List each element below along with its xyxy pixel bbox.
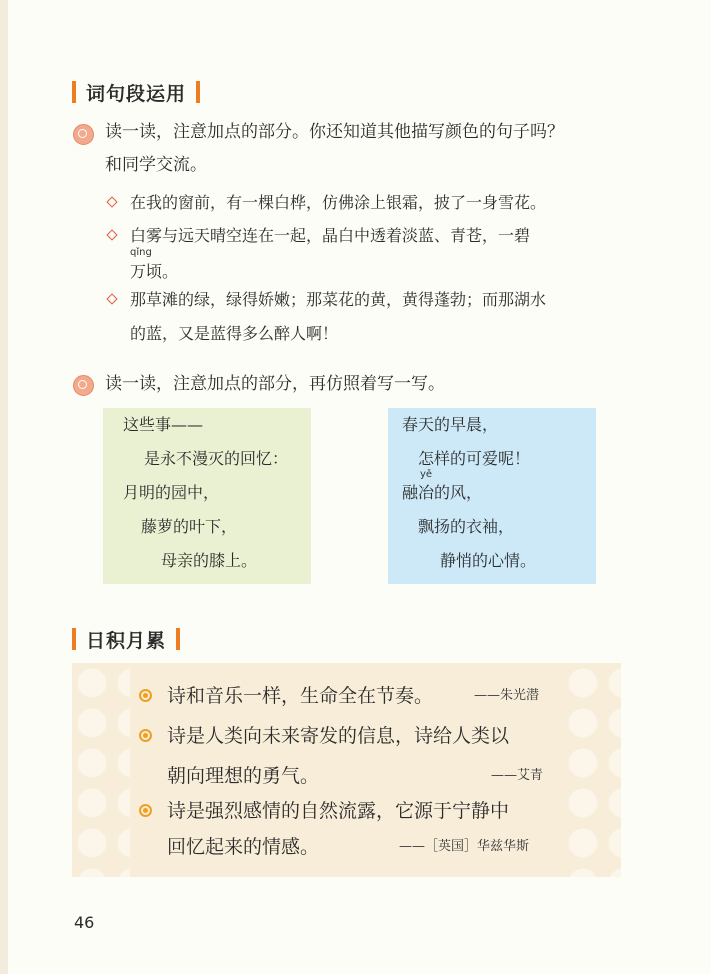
section-heading-ci-ju-duan <box>72 77 200 107</box>
poem-line: 这些事—— <box>123 415 204 434</box>
example-item-2 <box>105 220 645 284</box>
section-title: 词句段运用 <box>86 82 187 105</box>
diamond-bullet-icon <box>106 196 117 207</box>
poem-line: 怎样的可爱呢！ <box>418 449 531 468</box>
example-item-3 <box>105 284 645 348</box>
example-item-text-line2: 万顷。 <box>130 262 179 281</box>
motto-text-line2: 回忆起来的情感。 <box>167 836 320 858</box>
poem-line: 藤萝的叶下， <box>141 517 238 536</box>
poem-line: 飘扬的衣袖， <box>418 517 515 536</box>
example-item-text-line2: 的蓝，又是蓝得多么醉人啊！ <box>130 324 339 343</box>
diamond-bullet-icon <box>106 293 117 304</box>
double-circle-bullet-icon <box>139 729 152 742</box>
double-circle-bullet-icon <box>139 804 152 817</box>
exercise2-prompt: 读一读，注意加点的部分，再仿照着写一写。 <box>105 374 445 394</box>
section-title: 日积月累 <box>86 629 167 652</box>
poem-box-right <box>388 408 596 584</box>
exercise-icon <box>73 124 94 145</box>
motto-item-3 <box>139 791 569 871</box>
heading-bar-right <box>196 81 200 103</box>
heading-bar-right <box>176 628 180 650</box>
example-item-text: 那草滩的绿，绿得娇嫩；那菜花的黄，黄得蓬勃；而那湖水 <box>130 290 547 309</box>
example-item-text: 在我的窗前，有一棵白桦，仿佛涂上银霜，披了一身雪花。 <box>130 193 547 212</box>
example-item-1 <box>105 187 645 219</box>
diamond-bullet-icon <box>106 229 117 240</box>
motto-text-line2: 朝向理想的勇气。 <box>167 765 320 787</box>
poem-box-left <box>103 408 311 584</box>
pinyin-annotation: qǐng <box>130 247 152 258</box>
heading-bar-left <box>72 81 76 103</box>
exercise-icon <box>73 375 94 396</box>
exercise1-prompt-line1: 读一读，注意加点的部分。你还知道其他描写颜色的句子吗？ <box>105 122 564 142</box>
example-item-text: 白雾与远天晴空连在一起，晶白中透着淡蓝、青苍，一碧 <box>130 226 531 245</box>
exercise1-prompt-line2: 和同学交流。 <box>105 155 207 175</box>
pinyin-annotation: yě <box>420 469 433 480</box>
poem-line: 月明的园中， <box>123 483 220 502</box>
motto-author: ——［英国］华兹华斯 <box>399 839 530 854</box>
motto-text: 诗和音乐一样，生命全在节奏。 <box>167 685 434 707</box>
section-heading-ri-ji-yue-lei <box>72 624 180 654</box>
poem-line: 融冶的风， <box>402 483 483 502</box>
motto-author: ——朱光潜 <box>474 688 540 703</box>
motto-author: ——艾青 <box>491 768 544 783</box>
motto-panel <box>72 663 621 877</box>
page-edge <box>0 0 8 974</box>
decorative-pattern-right <box>563 663 621 877</box>
motto-text: 诗是人类向未来寄发的信息，诗给人类以 <box>167 725 510 747</box>
heading-bar-left <box>72 628 76 650</box>
poem-line: 春天的早晨， <box>402 415 499 434</box>
double-circle-bullet-icon <box>139 689 152 702</box>
motto-item-1 <box>139 676 569 716</box>
poem-line: 静悄的心情。 <box>440 551 537 570</box>
page-number: 46 <box>74 913 95 932</box>
motto-text: 诗是强烈感情的自然流露，它源于宁静中 <box>167 800 510 822</box>
decorative-pattern-left <box>72 663 130 877</box>
poem-line: 是永不漫灭的回忆： <box>144 449 289 468</box>
motto-item-2 <box>139 716 569 796</box>
poem-line: 母亲的膝上。 <box>161 551 258 570</box>
